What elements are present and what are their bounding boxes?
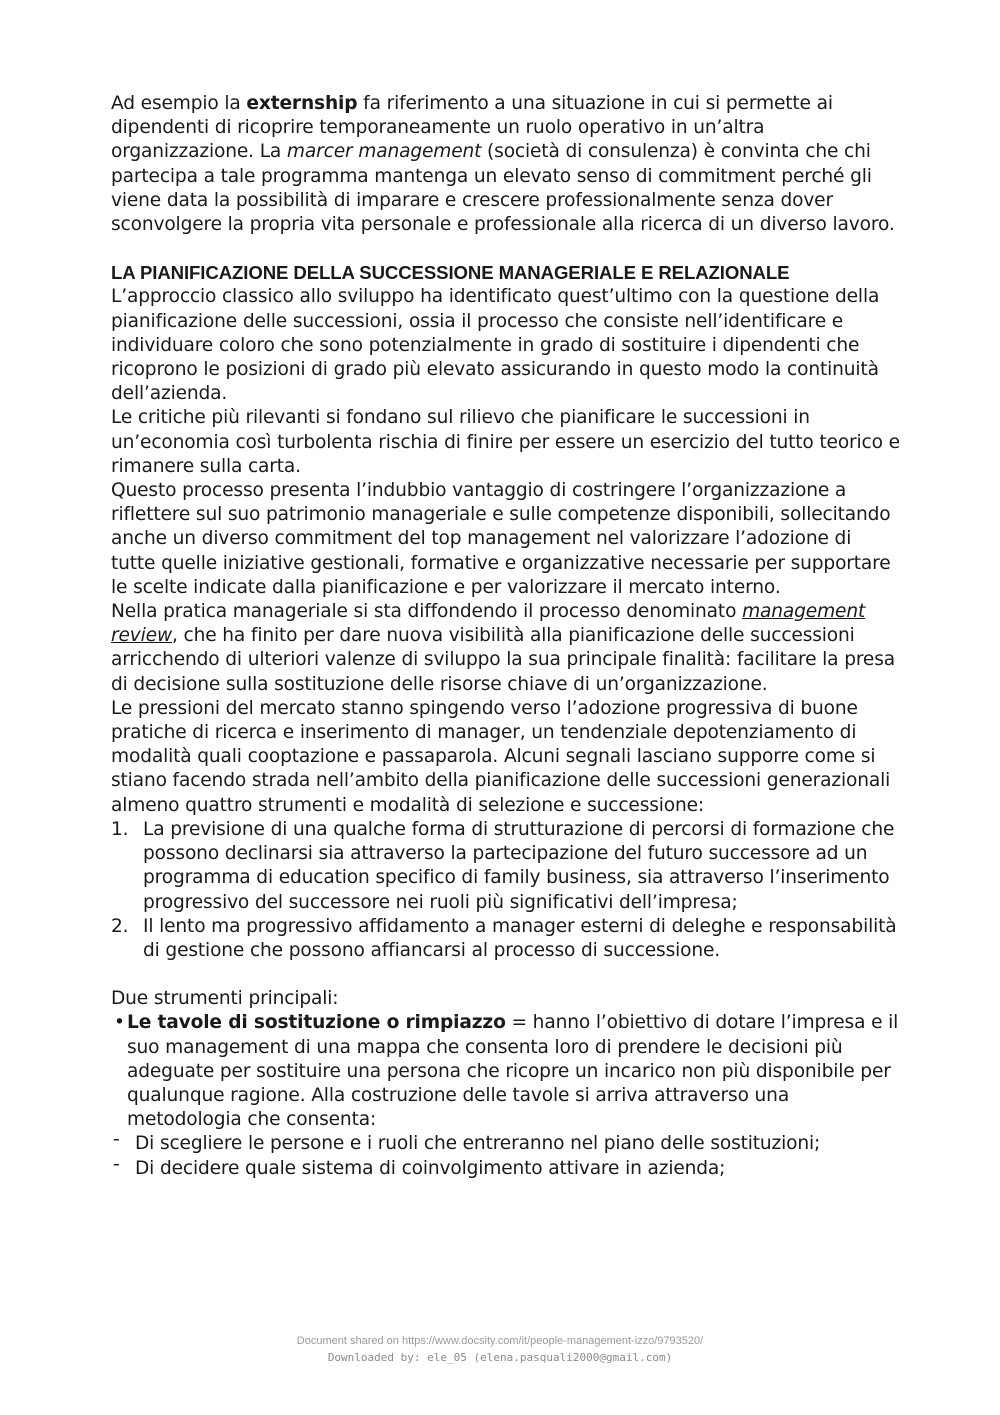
list-number: 1. <box>111 818 129 840</box>
dash-item <box>111 1153 901 1181</box>
paragraph: Le critiche più rilevanti si fondano sul rilievo che pianificare le successioni in un’economia così turbolenta rischia di finire per essere un esercizio del tutto teorico e rimanere sulla carta. <box>111 407 900 477</box>
list-item-text: Il lento ma progressivo affidamento a manager esterni di deleghe e responsabilità di gestione che possono affiancarsi al processo di successione. <box>143 915 897 961</box>
intro-text: fa riferimento a una situazione in cui si permette ai dipendenti di ricoprire temporaneamente un ruolo operativo in un’altra organizzazione. La <box>111 93 833 163</box>
dash-item-text: Di decidere quale sistema di coinvolgimento attivare in azienda; <box>135 1157 726 1179</box>
paragraph <box>111 600 901 697</box>
intro-text: (società di consulenza) è convinta che chi partecipa a tale programma mantenga un elevato senso di commitment perché gli viene data la possibilità di imparare e crescere professionalmente senza dover sconvolgere la propria vita personale e professionale alla ricerca di un diverso lavoro. <box>111 141 895 236</box>
bullet-item <box>111 1011 901 1132</box>
bullet-text: = hanno l’obiettivo di dotare l’impresa e il suo management di una mappa che consenta loro di prendere le decisioni più adeguate per sostituire una persona che ricopre un incarico non più disponibile per qualunque ragione. Alla costruzione delle tavole si arriva attraverso una metodologia che consenta: <box>127 1012 899 1131</box>
paragraph-text: , che ha finito per dare nuova visibilità alla pianificazione delle successioni arricchendo di ulteriori valenze di sviluppo la sua principale finalità: facilitare la presa di decisione sulla sostituzione delle risorse chiave di un’organizzazione. <box>111 625 895 695</box>
spacer <box>111 963 901 987</box>
footer-downloaded-by: Downloaded by: ele_05 (elena.pasquali2000@gmail.com) <box>327 1351 673 1364</box>
bullet-icon: • <box>114 1012 125 1034</box>
intro-text: Ad esempio la <box>111 93 247 114</box>
paragraph: Questo processo presenta l’indubbio vantaggio di costringere l’organizzazione a riflettere sul suo patrimonio manageriale e sulle competenze disponibili, sollecitando anche un diverso commitment del top management nel valorizzare l’adozione di tutte quelle iniziative gestionali, formative e organizzative necessarie per supportare le scelte indicate dalla pianificazione e per valorizzare il mercato interno. <box>111 480 891 598</box>
list-item-text: La previsione di una qualche forma di strutturazione di percorsi di formazione che possono declinarsi sia attraverso la partecipazione del futuro successore ad un programma di education specifico di family business, sia attraverso l’inserimento progressivo del successore nei ruoli più significativi dell’impresa; <box>143 818 895 913</box>
paragraph: L’approccio classico allo sviluppo ha identificato quest’ultimo con la questione della pianificazione delle successioni, ossia il processo che consiste nell’identificare e individuare coloro che sono potenzialmente in grado di sostituire i dipendenti che ricoprono le posizioni di grado più elevato assicurando in questo modo la continuità dell’azienda. <box>111 286 880 405</box>
list-item <box>111 818 901 915</box>
section-heading: LA PIANIFICAZIONE DELLA SUCCESSIONE MANAGERIALE E RELAZIONALE <box>111 262 790 284</box>
dash-icon: - <box>113 1153 120 1175</box>
dash-item-text: Di scegliere le persone e i ruoli che entreranno nel piano delle sostituzioni; <box>135 1133 821 1155</box>
document-body <box>111 92 901 1181</box>
dash-item <box>111 1129 901 1156</box>
externship-term: externship <box>246 93 358 114</box>
management-review-term: management review <box>111 601 866 647</box>
marcer-management-term: marcer management <box>286 141 482 163</box>
footer-shared-link[interactable]: Document shared on https://www.docsity.com/it/people-management-izzo/9793520/ <box>296 1335 704 1347</box>
numbered-list <box>111 818 901 963</box>
intro-paragraph <box>111 92 901 237</box>
list-number: 2. <box>111 915 129 937</box>
bullet-term: Le tavole di sostituzione o rimpiazzo <box>127 1012 506 1034</box>
list-item <box>111 915 901 963</box>
spacer <box>111 237 901 261</box>
paragraph-text: Nella pratica manageriale si sta diffondendo il processo denominato <box>111 601 743 623</box>
paragraph: Le pressioni del mercato stanno spingendo verso l’adozione progressiva di buone pratiche di ricerca e inserimento di manager, un tendenziale depotenziamento di modalità quali cooptazione e passaparola. Alcuni segnali lasciano supporre come si stiano facendo strada nell’ambito della pianificazione delle successioni generazionali almeno quattro strumenti e modalità di selezione e successione: <box>111 697 891 816</box>
tools-intro: Due strumenti principali: <box>111 988 339 1010</box>
dash-icon: - <box>113 1129 120 1151</box>
